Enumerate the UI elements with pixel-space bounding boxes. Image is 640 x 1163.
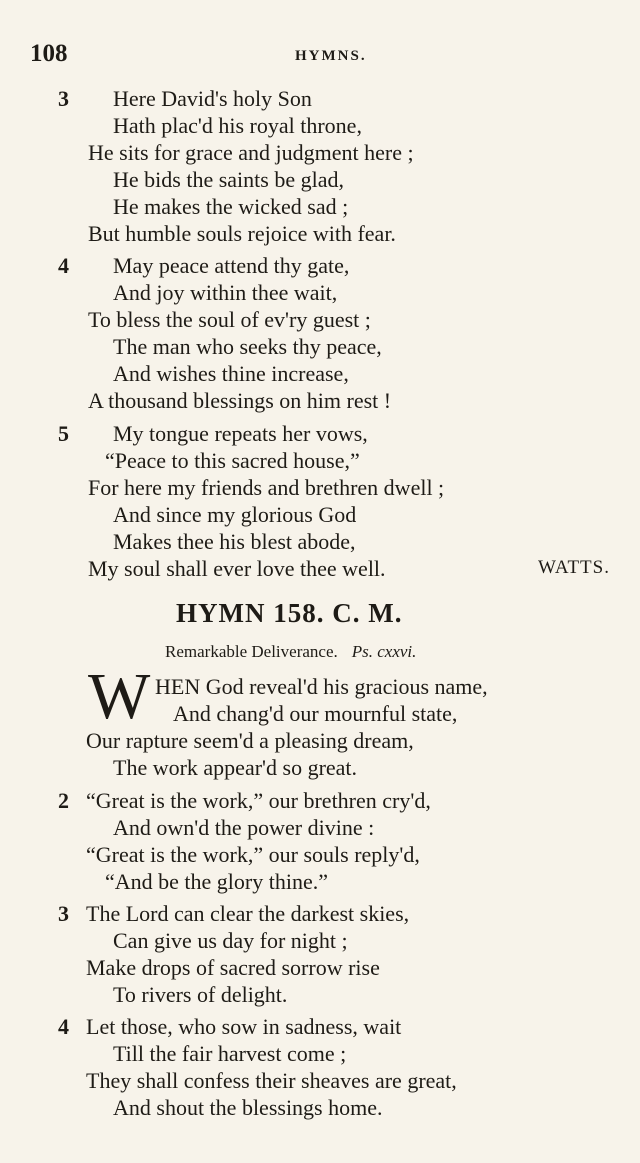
verse-line: The work appear'd so great. <box>113 755 358 780</box>
verse-line: And shout the blessings home. <box>113 1095 383 1120</box>
verse-line: To rivers of delight. <box>113 982 288 1007</box>
verse-line: HEN God reveal'd his gracious name, <box>155 674 488 699</box>
verse-line: Let those, who sow in sadness, wait <box>86 1014 402 1039</box>
verse-line: He sits for grace and judgment here ; <box>88 140 414 165</box>
verse-line: “Peace to this sacred house,” <box>105 448 360 473</box>
stanza-number: 3 <box>58 901 69 926</box>
verse-line: Can give us day for night ; <box>113 928 348 953</box>
verse-line: To bless the soul of ev'ry guest ; <box>88 307 371 332</box>
verse-line: And joy within thee wait, <box>113 280 338 305</box>
page-header <box>30 40 590 70</box>
verse-line: And chang'd our mournful state, <box>173 701 458 726</box>
subtitle-text: Remarkable Deliverance. <box>165 642 338 661</box>
verse-line: Makes thee his blest abode, <box>113 529 356 554</box>
verse-line: Here David's holy Son <box>113 86 312 111</box>
running-head: HYMNS. <box>295 48 367 64</box>
verse-line: My tongue repeats her vows, <box>113 421 368 446</box>
verse-line: Till the fair harvest come ; <box>113 1041 347 1066</box>
verse-line: Our rapture seem'd a pleasing dream, <box>86 728 414 753</box>
verse-line: “Great is the work,” our brethren cry'd, <box>86 788 431 813</box>
scripture-reference: Ps. cxxvi. <box>351 642 417 661</box>
page-number: 108 <box>30 40 68 67</box>
verse-line: And own'd the power divine : <box>113 815 375 840</box>
verse-line: And since my glorious God <box>113 502 357 527</box>
verse-line: He bids the saints be glad, <box>113 167 344 192</box>
verse-line: He makes the wicked sad ; <box>113 194 349 219</box>
verse-line: But humble souls rejoice with fear. <box>88 221 396 246</box>
verse-line: My soul shall ever love thee well. <box>88 556 386 581</box>
verse-line: “And be the glory thine.” <box>105 869 328 894</box>
verse-line: A thousand blessings on him rest ! <box>88 388 392 413</box>
stanza-number: 2 <box>58 788 69 813</box>
verse-line: The Lord can clear the darkest skies, <box>86 901 410 926</box>
stanza-number: 4 <box>58 253 69 278</box>
verse-line: For here my friends and brethren dwell ; <box>88 475 445 500</box>
author-attribution: WATTS. <box>538 557 610 578</box>
verse-line: And wishes thine increase, <box>113 361 349 386</box>
hymn-subtitle <box>165 642 416 662</box>
hymn-title: HYMN 158. C. M. <box>176 598 403 628</box>
stanza-number: 3 <box>58 86 69 111</box>
verse-line: May peace attend thy gate, <box>113 253 350 278</box>
verse-line: “Great is the work,” our souls reply'd, <box>86 842 420 867</box>
stanza-number: 5 <box>58 421 69 446</box>
verse-line: Make drops of sacred sorrow rise <box>86 955 380 980</box>
verse-line: They shall confess their sheaves are great, <box>86 1068 457 1093</box>
drop-cap: W <box>88 660 151 733</box>
verse-line: The man who seeks thy peace, <box>113 334 382 359</box>
stanza-number: 4 <box>58 1014 69 1039</box>
verse-line: Hath plac'd his royal throne, <box>113 113 362 138</box>
